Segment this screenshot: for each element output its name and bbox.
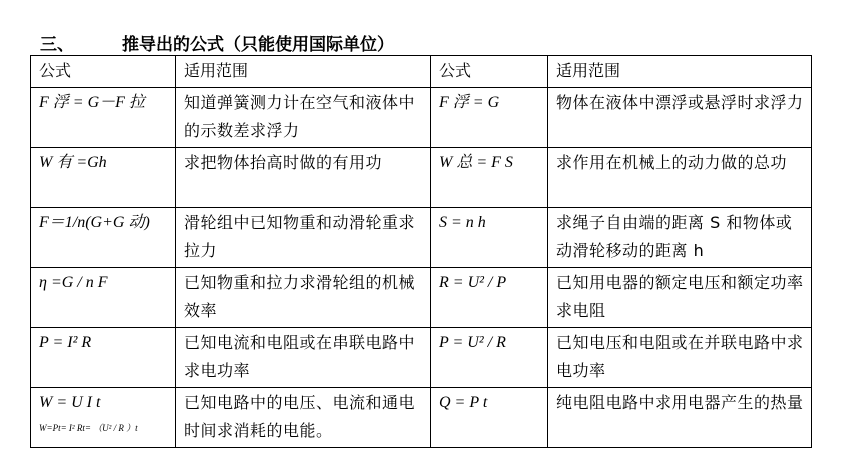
scope-buoyancy-float: 物体在液体中漂浮或悬浮时求浮力	[548, 88, 812, 148]
formula-electric-energy-variants: W=Pt= I² Rt= （U² / R ）t	[39, 423, 138, 433]
formula-table	[30, 55, 812, 448]
header-scope-left: 适用范围	[176, 56, 431, 88]
scope-resistance: 已知用电器的额定电压和额定功率求电阻	[548, 268, 812, 328]
header-formula-right: 公式	[431, 56, 548, 88]
scope-useful-work: 求把物体抬高时做的有用功	[176, 148, 431, 208]
table-row	[31, 388, 812, 448]
scope-efficiency: 已知物重和拉力求滑轮组的机械效率	[176, 268, 431, 328]
scope-buoyancy-difference: 知道弹簧测力计在空气和液体中的示数差求浮力	[176, 88, 431, 148]
formula-electric-energy-main: W = U I t	[39, 394, 101, 411]
table-row	[31, 268, 812, 328]
table-row	[31, 208, 812, 268]
formula-electric-energy	[31, 388, 176, 448]
formula-power-series: P = I² R	[31, 328, 176, 388]
formula-useful-work: W 有 =Gh	[31, 148, 176, 208]
formula-resistance: R = U² / P	[431, 268, 548, 328]
formula-heat: Q = P t	[431, 388, 548, 448]
section-heading	[40, 30, 394, 55]
header-formula-left: 公式	[31, 56, 176, 88]
formula-pulley-force: F＝1/n(G+G 动)	[31, 208, 176, 268]
scope-heat: 纯电阻电路中求用电器产生的热量	[548, 388, 812, 448]
formula-buoyancy-difference: F 浮 = G－F 拉	[31, 88, 176, 148]
header-scope-right: 适用范围	[548, 56, 812, 88]
table-row	[31, 88, 812, 148]
table-header-row	[31, 56, 812, 88]
scope-electric-energy: 已知电路中的电压、电流和通电时间求消耗的电能。	[176, 388, 431, 448]
scope-power-series: 已知电流和电阻或在串联电路中求电功率	[176, 328, 431, 388]
table-row	[31, 328, 812, 388]
formula-efficiency: η =G / n F	[31, 268, 176, 328]
scope-pulley-force: 滑轮组中已知物重和动滑轮重求拉力	[176, 208, 431, 268]
section-number: 三、	[40, 35, 74, 55]
formula-buoyancy-float: F 浮 = G	[431, 88, 548, 148]
scope-rope-distance: 求绳子自由端的距离 S 和物体或动滑轮移动的距离 h	[548, 208, 812, 268]
formula-total-work: W 总 = F S	[431, 148, 548, 208]
formula-power-parallel: P = U² / R	[431, 328, 548, 388]
formula-rope-distance: S = n h	[431, 208, 548, 268]
section-title: 推导出的公式（只能使用国际单位）	[122, 35, 394, 55]
scope-power-parallel: 已知电压和电阻或在并联电路中求电功率	[548, 328, 812, 388]
table-row	[31, 148, 812, 208]
scope-total-work: 求作用在机械上的动力做的总功	[548, 148, 812, 208]
